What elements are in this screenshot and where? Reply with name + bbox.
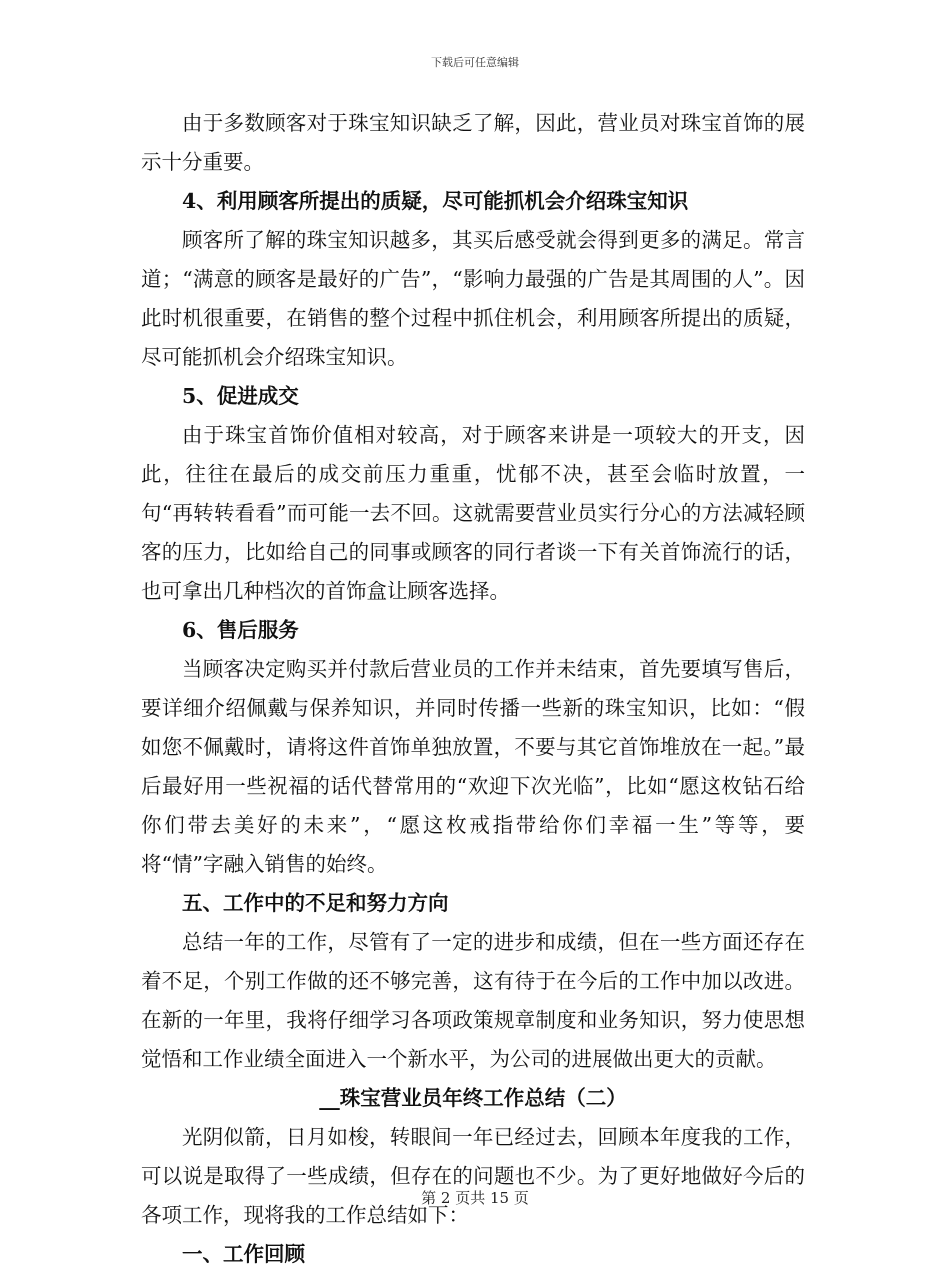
body-paragraph: 由于珠宝首饰价值相对较高，对于顾客来讲是一项较大的开支，因此，往往在最后的成交前压力重重，忧郁不决，甚至会临时放置，一句“再转转看看”而可能一去不回。这就需要营业员实行分心的方法减轻顾客的压力，比如给自己的同事或顾客的同行者谈一下有关首饰流行的话，也可拿出几种档次的首饰盒让顾客选择。: [141, 423, 805, 603]
document-subtitle: __珠宝营业员年终工作总结（二）: [319, 1086, 627, 1110]
section-heading: 4、利用顾客所提出的质疑，尽可能抓机会介绍珠宝知识: [182, 189, 689, 213]
body-paragraph: 由于多数顾客对于珠宝知识缺乏了解，因此，营业员对珠宝首饰的展示十分重要。: [141, 111, 805, 174]
page-header-note: 下载后可任意编辑: [431, 56, 519, 69]
body-paragraph: 顾客所了解的珠宝知识越多，其买后感受就会得到更多的满足。常言道；“满意的顾客是最好的广告”，“影响力最强的广告是其周围的人”。因此时机很重要，在销售的整个过程中抓住机会，利用顾客所提出的质疑，尽可能抓机会介绍珠宝知识。: [141, 228, 805, 369]
section-heading: 一、工作回顾: [182, 1242, 305, 1266]
body-paragraph: 光阴似箭，日月如梭，转眼间一年已经过去，回顾本年度我的工作，可以说是取得了一些成绩，但存在的问题也不少。为了更好地做好今后的各项工作，现将我的工作总结如下：: [141, 1125, 805, 1227]
body-paragraph: 总结一年的工作，尽管有了一定的进步和成绩，但在一些方面还存在着不足，个别工作做的还不够完善，这有待于在今后的工作中加以改进。在新的一年里，我将仔细学习各项政策规章制度和业务知识，努力使思想觉悟和工作业绩全面进入一个新水平，为公司的进展做出更大的贡献。: [141, 930, 805, 1071]
document-body: [141, 104, 805, 1274]
section-heading: 五、工作中的不足和努力方向: [182, 891, 449, 915]
section-heading: 6、售后服务: [182, 618, 299, 642]
page-footer-number: 第 2 页共 15 页: [421, 1189, 529, 1207]
body-paragraph: 当顾客决定购买并付款后营业员的工作并未结束，首先要填写售后，要详细介绍佩戴与保养知识，并同时传播一些新的珠宝知识，比如：“假如您不佩戴时，请将这件首饰单独放置，不要与其它首饰堆放在一起。”最后最好用一些祝福的话代替常用的“欢迎下次光临”，比如“愿这枚钻石给你们带去美好的未来”，“愿这枚戒指带给你们幸福一生”等等，要将“情”字融入销售的始终。: [141, 657, 805, 876]
section-heading: 5、促进成交: [182, 384, 299, 408]
